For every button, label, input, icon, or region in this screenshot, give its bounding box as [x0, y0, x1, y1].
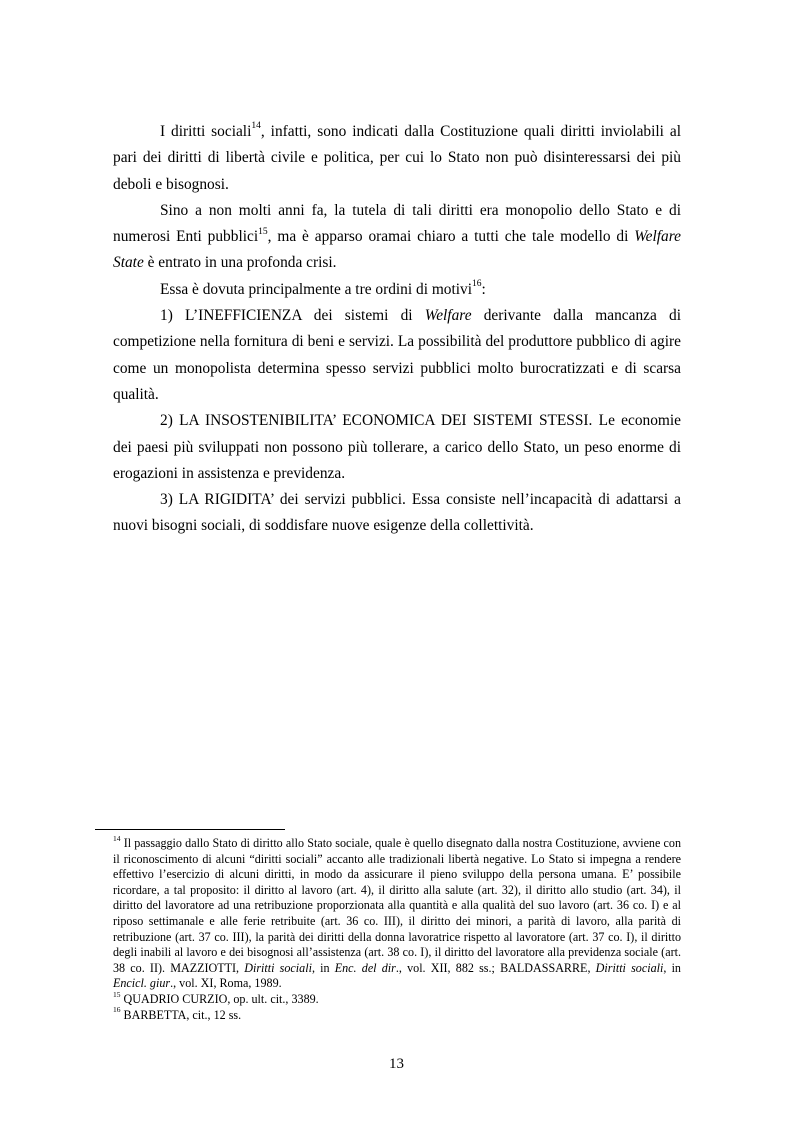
- footnote-text: , in: [311, 960, 335, 975]
- paragraph-4: [113, 303, 681, 408]
- paragraph-5: 2) LA INSOSTENIBILITA’ ECONOMICA DEI SISTEMI STESSI. Le economie dei paesi più sviluppati non possono più tollerare, a carico dello Stato, un peso enorme di erogazioni in assistenza e previdenza.: [113, 412, 681, 482]
- paragraph-text: Essa è dovuta principalmente a tre ordini di motivi: [160, 280, 473, 298]
- italic-title: Diritti sociali: [595, 960, 664, 975]
- footnotes: [113, 833, 681, 1023]
- paragraph-1: [113, 119, 681, 198]
- paragraph-text: Sino a non molti anni fa, la tutela di tali diritti era monopolio dello Stato e di numerosi Enti pubblici: [113, 201, 681, 246]
- footnote-15: [113, 989, 681, 1008]
- footnote-ref-16: 16: [472, 278, 482, 290]
- paragraph-2: [113, 198, 681, 277]
- footnote-number: 15: [113, 989, 121, 999]
- paragraph-text: 1) L’INEFFICIENZA dei sistemi di: [160, 307, 425, 325]
- footnote-number: 16: [113, 1005, 121, 1015]
- footnote-text: BARBETTA, cit., 12 ss.: [120, 1007, 242, 1022]
- footnote-14: [113, 833, 681, 992]
- footnote-separator: [95, 829, 285, 830]
- footnote-text: QUADRIO CURZIO, op. ult. cit., 3389.: [120, 991, 319, 1006]
- paragraph-6: 3) LA RIGIDITA’ dei servizi pubblici. Essa consiste nell’incapacità di adattarsi a nuovi bisogni sociali, di soddisfare nuove esigenze della collettività.: [113, 491, 681, 535]
- footnote-ref-14: 14: [251, 120, 261, 132]
- paragraph-text: :: [481, 280, 486, 298]
- paragraph-text: I diritti sociali: [160, 123, 252, 140]
- paragraph-text: , infatti, sono indicati dalla Costituzione quali diritti inviolabili al pari dei diritti di libertà civile e politica, per cui lo Stato non può disinteressarsi dei più deboli e bisognosi.: [113, 123, 681, 193]
- paragraph-text: è entrato in una profonda crisi.: [143, 254, 337, 272]
- footnote-text: ., vol. XII, 882 ss.; BALDASSARRE,: [395, 960, 596, 975]
- italic-term: Welfare: [424, 307, 472, 325]
- footnote-text: , in: [663, 960, 681, 975]
- italic-term: Welfare State: [113, 228, 681, 272]
- italic-title: Enc. del dir: [334, 960, 396, 975]
- paragraph-text: derivante dalla mancanza di competizione nella fornitura di beni e servizi. La possibilità del produttore pubblico di agire come un monopolista determina spesso servizi pubblici molto burocratizzati e di scarsa qualità.: [113, 307, 682, 403]
- footnote-text: Il passaggio dallo Stato di diritto allo Stato sociale, quale è quello disegnato dalla nostra Costituzione, avviene con il riconoscimento di alcuni “diritti sociali” accanto alle tradizionali libertà negative. Lo Stato si impegna a rendere effettivo l’esercizio di alcuni diritti, in modo da assicurare il pieno sviluppo della persona umana. E’ possibile ricordare, a tal proposito: il diritto al lavoro (art. 4), il diritto alla salute (art. 32), il diritto allo studio (art. 34), il diritto del lavoratore ad una retribuzione proporzionata alla quantità e alla qualità del suo lavoro (art. 36 co. I) e al riposo settimanale e alle ferie retribuite (art. 36 co. III), il diritto dei minori, a parità di lavoro, alla parità di retribuzione (art. 37 co. III), la parità dei diritti della donna lavoratrice rispetto al lavoratore (art. 37 co. I), il diritto degli inabili al lavoro e dei bisognosi all’assistenza (art. 38 co. I), il diritto del lavoratore alla previdenza sociale (art. 38 co. II). MAZZIOTTI,: [113, 836, 681, 975]
- footnote-ref-15: 15: [258, 225, 268, 237]
- paragraph-3: [113, 277, 681, 303]
- page-number: 13: [389, 1056, 404, 1072]
- paragraph-text: , ma è apparso oramai chiaro a tutti che tale modello di: [267, 228, 635, 246]
- italic-title: Encicl. giur: [113, 976, 171, 991]
- body-text: [113, 119, 681, 540]
- footnote-text: ., vol. XI, Roma, 1989.: [170, 976, 282, 991]
- footnote-16: [113, 1005, 681, 1024]
- italic-title: Diritti sociali: [244, 960, 312, 975]
- footnote-number: 14: [113, 833, 121, 843]
